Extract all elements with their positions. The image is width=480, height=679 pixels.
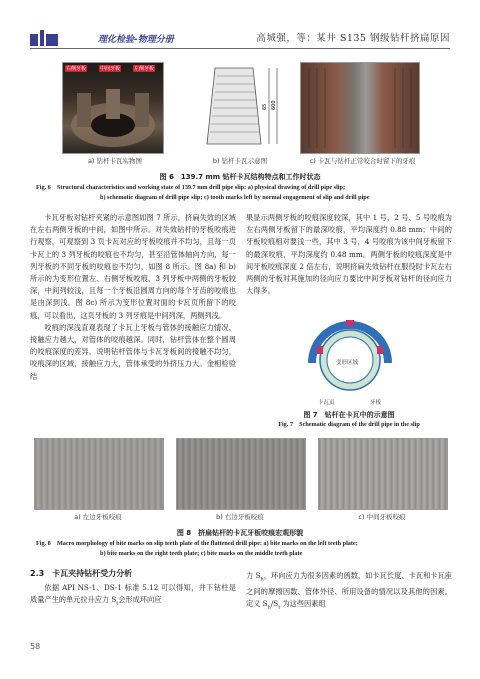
fig8b-subcaption: b) 右边牙板咬痕 xyxy=(216,513,264,521)
journal-logo-mark xyxy=(30,28,100,48)
header-rule xyxy=(30,48,450,49)
fig6-caption-en-1: Fig. 6 Structural characteristics and working state of 139.7 mm drill pipe slip: a) physical drawing of drill pipe slip; xyxy=(36,184,346,191)
right-column xyxy=(246,212,452,297)
right-para-1: 果显示两侧牙板的咬痕深度较深，其中 1 号，2 号、5 号咬痕为左右两侧牙板留下的最深咬痕，平均深度约 0.88 mm；中间的牙板咬痕相对要浅一些，其中 3 号，4 号咬痕为该中间牙板留下的最深咬痕，平均深度约 0.48 mm。两侧牙板的咬痕深度是中间牙板咬痕深度 2 倍左右，说明挤扁失效钻杆在服役时卡瓦左右两侧的牙板对其施加的径向应力要比中间牙板对钻杆的径向应力大得多。 xyxy=(246,213,452,296)
fig6b-subcaption: b) 钻杆卡瓦示意图 xyxy=(212,157,268,165)
fig7-caption: 图 7 钻杆在卡瓦中的示意图 xyxy=(303,411,395,419)
fig8a-subcaption: a) 左边牙板咬痕 xyxy=(74,513,122,521)
section-right-text-4: 为这些因素组 xyxy=(280,598,326,608)
fig8c-subcaption: c) 中间牙板咬痕 xyxy=(358,513,406,521)
journal-name: 理化检验-物理分册 xyxy=(98,35,174,45)
fig7-label-teeth: 牙板 xyxy=(370,400,382,406)
left-para-1: 卡瓦牙板对钻杆夹紧的示意图如图 7 所示，挤扁失效的区域在左右两侧牙板的中间，如图中所示。对失效钻杆的牙板咬痕进行观察，可观察到 3 页卡瓦对应的牙板咬痕并不均匀，且每一页卡瓦上的 3 列牙板的咬痕也不均匀，甚至沿管体轴向方向，每一列牙板的不同牙板的咬痕也不均匀，如图 8 所示。图 8a) 和 b) 所示的为变形位置左、右侧牙板咬痕，3 列牙板中两侧的牙板较深，中间列较浅，且每一个牙板沿圆周方向的每个牙齿的咬痕也是由深到浅。图 8c) 所示为变形位置对面的卡瓦页所留下的咬痕，可以看出，这页牙板的 3 列牙痕是中间列深，两侧列浅。 xyxy=(30,213,236,320)
fig6-caption-en-2: b) schematic diagram of drill pipe slip; c) tooth marks left by normal engagement of slip and drill pipe xyxy=(100,194,370,201)
fig6a-photo xyxy=(62,62,164,154)
running-title: 高城强，等：某井 S135 钢级钻杆挤扁原因 xyxy=(256,33,450,44)
left-para-2: 咬痕的深浅直观表现了卡瓦上牙板与管体的接触应力情况，接触应力越大，对管体的咬痕越深。同时，钻杆管体在整个圆周的咬痕深度的差异，说明钻杆管体与卡瓦牙板间的接触不均匀，咬痕深的区域，接触应力大，管体承受的外挤压力大。金相检验结 xyxy=(30,322,236,381)
section-left-text-2: 会形成环向应 xyxy=(118,595,162,605)
section-heading: 2.3 卡瓦夹持钻杆受力分析 xyxy=(30,569,133,578)
fig7-label-zone: 变形区域 xyxy=(336,360,359,366)
fig8-caption: 图 8 挤扁钻杆的卡瓦牙板咬痕宏观形貌 xyxy=(176,529,304,537)
fig6b-dim-600: 600 xyxy=(271,100,277,110)
fig8c-photo xyxy=(318,438,448,510)
fig6a-subcaption: a) 钻杆卡瓦实物图 xyxy=(87,157,143,165)
section-right-text-3: /S xyxy=(270,598,279,608)
fig6c-photo xyxy=(300,62,420,154)
fig8-caption-en-1: Fig. 8 Macro morphology of bite marks on slip teeth plate of the flattened drill pipe: a) bite marks on the left teeth plate; xyxy=(36,540,358,547)
section-right-text-2: ，环向应力为很多因素的函数，如卡瓦长度、卡瓦和卡瓦座之间的摩擦因数、管体外径、所用设备的情况以及其他的因素。定义 S xyxy=(246,571,452,608)
fig6a-label-right: 右侧牙板 xyxy=(66,66,87,72)
fig6-caption: 图 6 139.7 mm 钻杆卡瓦结构特点和工作时状态 xyxy=(159,173,321,181)
fig6b-dim-65: 65 xyxy=(262,103,268,110)
section-left-text-1: 依据 API NS-1、DS-1 标准 5.12 可以得知，井下钻柱是质量产生的单元拉升应力 S xyxy=(30,583,236,605)
fig6c-subcaption: c) 卡瓦与钻杆正常咬合时留下的牙痕 xyxy=(309,157,416,165)
section-right-text-1: 力 S xyxy=(246,571,261,580)
fig7-caption-en: Fig. 7 Schematic diagram of the drill pipe in the slip xyxy=(278,421,420,428)
fig6a-label-middle: 中间牙板 xyxy=(100,66,121,72)
fig7-diagram xyxy=(300,308,400,408)
left-column xyxy=(30,212,236,383)
page-number: 58 xyxy=(30,642,41,651)
fig8b-photo xyxy=(176,438,306,510)
fig8-caption-en-2: b) bite marks on the right teeth plate; c) bite marks on the middle teeth plate xyxy=(100,550,303,557)
fig6b-diagram xyxy=(195,60,285,152)
section-left-text: 依据 API NS-1、DS-1 标准 5.12 可以得知，井下钻柱是质量产生的单元拉升应力 $S_t$会形成环向应 xyxy=(30,583,236,607)
fig8a-photo xyxy=(34,438,164,510)
fig7-label-slip: 卡瓦页 xyxy=(318,400,335,406)
fig6a-label-left: 左侧牙板 xyxy=(134,66,155,72)
section-right-text: 力 $S_h$，环向应力为很多因素的函数，如卡瓦长度、卡瓦和卡瓦座之间的摩擦因数、管体外径、所用设备的情况以及其他的因素。定义 $S_h/S_t$ 为这些因素组 xyxy=(246,571,452,611)
